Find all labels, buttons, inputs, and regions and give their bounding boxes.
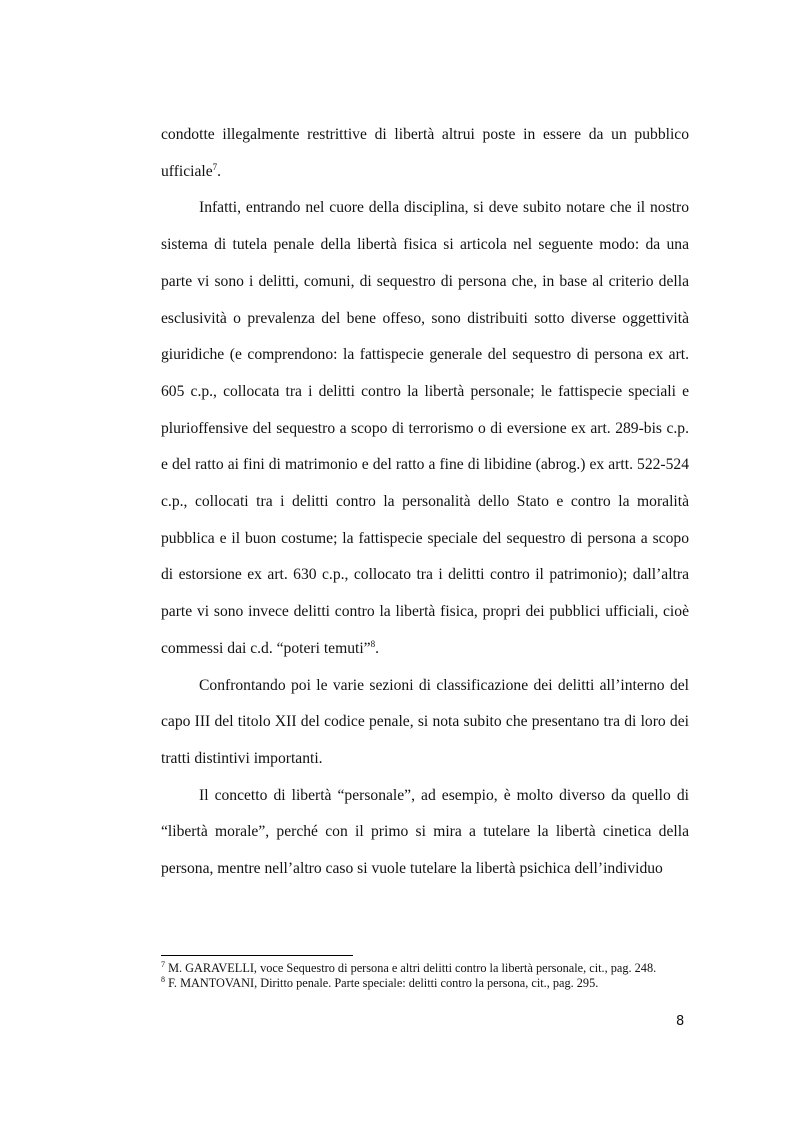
footnote-7-text: M. GARAVELLI, voce Sequestro di persona e altri delitti contro la libertà personale, cit., pag. 248. [165, 961, 657, 975]
paragraph-1 [161, 117, 689, 190]
paragraph-3: Confrontando poi le varie sezioni di classificazione dei delitti all’interno del capo III del titolo XII del codice penale, si nota subito che presentano tra di loro dei tratti distintivi importanti. [161, 676, 689, 767]
footnote-ref-7: 7 [212, 161, 218, 172]
paragraph-2-text: Infatti, entrando nel cuore della disciplina, si deve subito notare che il nostro sistema di tutela penale della libertà fisica si articola nel seguente modo: da una parte vi sono i delitti, comuni, di sequestro di persona che, in base al criterio della esclusività o prevalenza del bene offeso, sono distribuiti sotto diverse oggettività giuridiche (e comprendono: la fattispecie generale del sequestro di persona ex art. 605 c.p., collocata tra i delitti contro la libertà personale; le fattispecie speciali e plurioffensive del sequestro a scopo di terrorismo o di eversione ex art. 289-bis c.p. e del ratto ai fini di matrimonio e del ratto a fine di libidine (abrog.) ex artt. 522-524 c.p., collocati tra i delitti contro la personalità dello Stato e contro la moralità pubblica e il buon costume; la fattispecie speciale del sequestro di persona a scopo di estorsione ex art. 630 c.p., collocato tra i delitti contro il patrimonio); dall’altra parte vi sono invece delitti contro la libertà fisica, propri dei pubblici ufficiali, cioè commessi dai c.d. “poteri temuti” [161, 199, 689, 657]
body-text [161, 117, 689, 888]
footnote-7-number: 7 [161, 959, 165, 969]
paragraph-4: Il concetto di libertà “personale”, ad esempio, è molto diverso da quello di “libertà morale”, perché con il primo si mira a tutelare la libertà cinetica della persona, mentre nell’altro caso si vuole tutelare la libertà psichica dell’individuo [161, 786, 689, 878]
footnote-8-text: F. MANTOVANI, Diritto penale. Parte speciale: delitti contro la persona, cit., pag. 295. [165, 976, 599, 991]
paragraph-1-end: . [217, 162, 222, 180]
footnote-8-number: 8 [161, 975, 165, 985]
footnotes [161, 961, 689, 991]
page-number: 8 [676, 1014, 685, 1029]
footnote-divider [161, 955, 353, 956]
footnote-8 [161, 976, 689, 991]
footnote-7 [161, 961, 689, 976]
paragraph-1-text: condotte illegalmente restrittive di libertà altrui poste in essere da un pubblico ufficiale [161, 126, 689, 180]
paragraph-2-end: . [375, 639, 379, 657]
footnote-ref-8: 8 [370, 638, 376, 649]
paragraph-2 [161, 190, 689, 667]
